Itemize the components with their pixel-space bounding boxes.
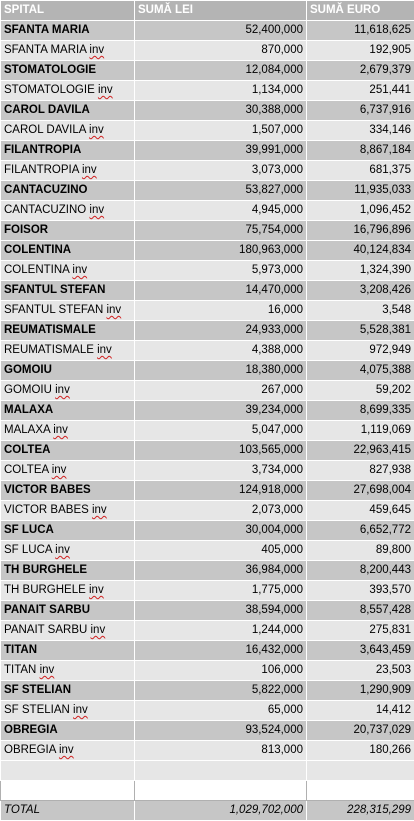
cell-spital: OBREGIA inv: [1, 741, 135, 761]
table-row: [1, 161, 414, 181]
cell-spital: CAROL DAVILA inv: [1, 121, 135, 141]
cell-suma-lei: 75,754,000: [135, 221, 307, 241]
table-row: [1, 681, 414, 701]
cell-suma-euro: 1,324,390: [307, 261, 414, 281]
cell-spital: OBREGIA: [1, 721, 135, 741]
cell-spital: REUMATISMALE inv: [1, 341, 135, 361]
cell-suma-euro: 8,867,184: [307, 141, 414, 161]
header-suma-euro: SUMĂ EURO: [307, 1, 414, 21]
table-row: [1, 81, 414, 101]
cell-suma-lei: 4,945,000: [135, 201, 307, 221]
spellcheck-underline: inv: [52, 464, 67, 476]
table-row: [1, 41, 414, 61]
blank-row: [1, 781, 414, 801]
cell-suma-lei: 267,000: [135, 381, 307, 401]
cell-suma-lei: 1,244,000: [135, 621, 307, 641]
table-row: [1, 581, 414, 601]
cell-suma-euro: 27,698,004: [307, 481, 414, 501]
cell-suma-euro: 14,412: [307, 701, 414, 721]
cell-spital: MALAXA inv: [1, 421, 135, 441]
table-row: [1, 441, 414, 461]
cell-spital: PANAIT SARBU: [1, 601, 135, 621]
cell-spital: CANTACUZINO inv: [1, 201, 135, 221]
table-row: [1, 501, 414, 521]
table-row: [1, 301, 414, 321]
table-row: [1, 521, 414, 541]
cell-spital: PANAIT SARBU inv: [1, 621, 135, 641]
cell-suma-lei: 4,388,000: [135, 341, 307, 361]
cell-spital: FILANTROPIA inv: [1, 161, 135, 181]
spellcheck-underline: inv: [55, 384, 70, 396]
table-row: [1, 221, 414, 241]
cell-suma-lei: 3,073,000: [135, 161, 307, 181]
cell-suma-lei: 52,400,000: [135, 21, 307, 41]
table-row: [1, 281, 414, 301]
cell-spital: FILANTROPIA: [1, 141, 135, 161]
cell-suma-euro: 11,935,033: [307, 181, 414, 201]
cell-suma-lei: 53,827,000: [135, 181, 307, 201]
table-row: [1, 381, 414, 401]
cell-spital: GOMOIU: [1, 361, 135, 381]
cell-spital: TH BURGHELE: [1, 561, 135, 581]
cell-suma-euro: 251,441: [307, 81, 414, 101]
table-row: [1, 361, 414, 381]
cell-spital: COLENTINA: [1, 241, 135, 261]
blank-cell: [135, 781, 307, 801]
cell-suma-lei: 5,973,000: [135, 261, 307, 281]
spellcheck-underline: inv: [55, 544, 70, 556]
table-row: [1, 201, 414, 221]
cell-spital: SF LUCA inv: [1, 541, 135, 561]
cell-spital: CANTACUZINO: [1, 181, 135, 201]
cell-suma-euro: 8,557,428: [307, 601, 414, 621]
cell-suma-lei: 124,918,000: [135, 481, 307, 501]
table-row: [1, 261, 414, 281]
table-row: [1, 561, 414, 581]
spellcheck-underline: inv: [59, 744, 74, 756]
cell-spital: SFANTA MARIA inv: [1, 41, 135, 61]
cell-suma-euro: 5,528,381: [307, 321, 414, 341]
total-suma-lei: 1,029,702,000: [135, 801, 307, 821]
cell-suma-lei: 5,047,000: [135, 421, 307, 441]
total-label: TOTAL: [1, 801, 135, 821]
blank-cell: [307, 761, 414, 781]
cell-spital: SF STELIAN inv: [1, 701, 135, 721]
cell-suma-lei: 39,234,000: [135, 401, 307, 421]
table-row: [1, 461, 414, 481]
cell-suma-euro: 4,075,388: [307, 361, 414, 381]
cell-suma-lei: 405,000: [135, 541, 307, 561]
cell-suma-lei: 38,594,000: [135, 601, 307, 621]
cell-suma-euro: 334,146: [307, 121, 414, 141]
cell-spital: SF LUCA: [1, 521, 135, 541]
cell-spital: STOMATOLOGIE inv: [1, 81, 135, 101]
cell-spital: COLTEA: [1, 441, 135, 461]
blank-cell: [135, 761, 307, 781]
header-row: [1, 1, 414, 21]
cell-suma-lei: 12,084,000: [135, 61, 307, 81]
cell-spital: TH BURGHELE inv: [1, 581, 135, 601]
cell-suma-euro: 40,124,834: [307, 241, 414, 261]
spellcheck-underline: inv: [98, 84, 113, 96]
cell-spital: SFANTA MARIA: [1, 21, 135, 41]
cell-suma-euro: 393,570: [307, 581, 414, 601]
cell-suma-lei: 93,524,000: [135, 721, 307, 741]
blank-cell: [307, 781, 414, 801]
cell-spital: SFANTUL STEFAN: [1, 281, 135, 301]
cell-suma-euro: 6,737,916: [307, 101, 414, 121]
blank-cell: [1, 761, 135, 781]
cell-suma-euro: 3,548: [307, 301, 414, 321]
cell-spital: SF STELIAN: [1, 681, 135, 701]
spellcheck-underline: inv: [91, 624, 106, 636]
cell-suma-lei: 3,734,000: [135, 461, 307, 481]
spellcheck-underline: inv: [106, 304, 121, 316]
table-row: [1, 741, 414, 761]
cell-suma-euro: 89,800: [307, 541, 414, 561]
spellcheck-underline: inv: [89, 124, 104, 136]
cell-suma-lei: 16,000: [135, 301, 307, 321]
table-row: [1, 421, 414, 441]
cell-suma-euro: 11,618,625: [307, 21, 414, 41]
cell-spital: VICTOR BABES: [1, 481, 135, 501]
header-suma-lei: SUMĂ LEI: [135, 1, 307, 21]
table-row: [1, 181, 414, 201]
spellcheck-underline: inv: [82, 164, 97, 176]
table-row: [1, 641, 414, 661]
cell-suma-lei: 24,933,000: [135, 321, 307, 341]
spellcheck-underline: inv: [89, 204, 104, 216]
table-row: [1, 401, 414, 421]
cell-suma-euro: 459,645: [307, 501, 414, 521]
cell-suma-euro: 1,290,909: [307, 681, 414, 701]
cell-suma-euro: 972,949: [307, 341, 414, 361]
header-spital: SPITAL: [1, 1, 135, 21]
table-row: [1, 541, 414, 561]
cell-suma-lei: 2,073,000: [135, 501, 307, 521]
cell-suma-euro: 827,938: [307, 461, 414, 481]
cell-spital: MALAXA: [1, 401, 135, 421]
cell-spital: TITAN inv: [1, 661, 135, 681]
cell-suma-euro: 681,375: [307, 161, 414, 181]
cell-suma-euro: 2,679,379: [307, 61, 414, 81]
cell-suma-lei: 36,984,000: [135, 561, 307, 581]
cell-suma-lei: 14,470,000: [135, 281, 307, 301]
table-row: [1, 701, 414, 721]
blank-cell: [1, 781, 135, 801]
table-row: [1, 141, 414, 161]
cell-suma-lei: 103,565,000: [135, 441, 307, 461]
table-body: [1, 21, 414, 821]
cell-suma-euro: 275,831: [307, 621, 414, 641]
cell-suma-lei: 870,000: [135, 41, 307, 61]
cell-suma-euro: 16,796,896: [307, 221, 414, 241]
cell-spital: SFANTUL STEFAN inv: [1, 301, 135, 321]
cell-suma-euro: 3,208,426: [307, 281, 414, 301]
spellcheck-underline: inv: [89, 44, 104, 56]
spellcheck-underline: inv: [97, 344, 112, 356]
total-row: [1, 801, 414, 821]
spellcheck-underline: inv: [92, 504, 107, 516]
cell-spital: GOMOIU inv: [1, 381, 135, 401]
cell-suma-euro: 59,202: [307, 381, 414, 401]
cell-suma-euro: 1,096,452: [307, 201, 414, 221]
table-row: [1, 621, 414, 641]
spellcheck-underline: inv: [89, 584, 104, 596]
cell-spital: STOMATOLOGIE: [1, 61, 135, 81]
cell-spital: FOISOR: [1, 221, 135, 241]
cell-suma-lei: 813,000: [135, 741, 307, 761]
cell-suma-lei: 65,000: [135, 701, 307, 721]
cell-spital: COLTEA inv: [1, 461, 135, 481]
table-row: [1, 121, 414, 141]
spellcheck-underline: inv: [53, 424, 68, 436]
cell-suma-lei: 106,000: [135, 661, 307, 681]
blank-row: [1, 761, 414, 781]
cell-suma-euro: 3,643,459: [307, 641, 414, 661]
table-row: [1, 61, 414, 81]
cell-suma-lei: 18,380,000: [135, 361, 307, 381]
cell-suma-lei: 5,822,000: [135, 681, 307, 701]
table-row: [1, 321, 414, 341]
cell-spital: COLENTINA inv: [1, 261, 135, 281]
cell-suma-euro: 6,652,772: [307, 521, 414, 541]
cell-suma-lei: 30,004,000: [135, 521, 307, 541]
table-row: [1, 661, 414, 681]
cell-suma-euro: 180,266: [307, 741, 414, 761]
spellcheck-underline: inv: [40, 664, 55, 676]
spellcheck-underline: inv: [72, 264, 87, 276]
cell-spital: REUMATISMALE: [1, 321, 135, 341]
cell-suma-lei: 1,507,000: [135, 121, 307, 141]
table-row: [1, 481, 414, 501]
cell-suma-euro: 8,699,335: [307, 401, 414, 421]
table-row: [1, 601, 414, 621]
cell-suma-euro: 8,200,443: [307, 561, 414, 581]
spellcheck-underline: inv: [73, 704, 88, 716]
table-row: [1, 21, 414, 41]
cell-suma-lei: 1,134,000: [135, 81, 307, 101]
cell-suma-euro: 20,737,029: [307, 721, 414, 741]
cell-suma-euro: 23,503: [307, 661, 414, 681]
cell-suma-lei: 1,775,000: [135, 581, 307, 601]
table-row: [1, 721, 414, 741]
total-suma-euro: 228,315,299: [307, 801, 414, 821]
cell-spital: TITAN: [1, 641, 135, 661]
cell-spital: CAROL DAVILA: [1, 101, 135, 121]
table-row: [1, 241, 414, 261]
table-row: [1, 341, 414, 361]
cell-suma-euro: 192,905: [307, 41, 414, 61]
cell-suma-lei: 30,388,000: [135, 101, 307, 121]
cell-suma-lei: 16,432,000: [135, 641, 307, 661]
cell-suma-lei: 39,991,000: [135, 141, 307, 161]
cell-suma-euro: 1,119,069: [307, 421, 414, 441]
cell-spital: VICTOR BABES inv: [1, 501, 135, 521]
cell-suma-lei: 180,963,000: [135, 241, 307, 261]
cell-suma-euro: 22,963,415: [307, 441, 414, 461]
table-row: [1, 101, 414, 121]
